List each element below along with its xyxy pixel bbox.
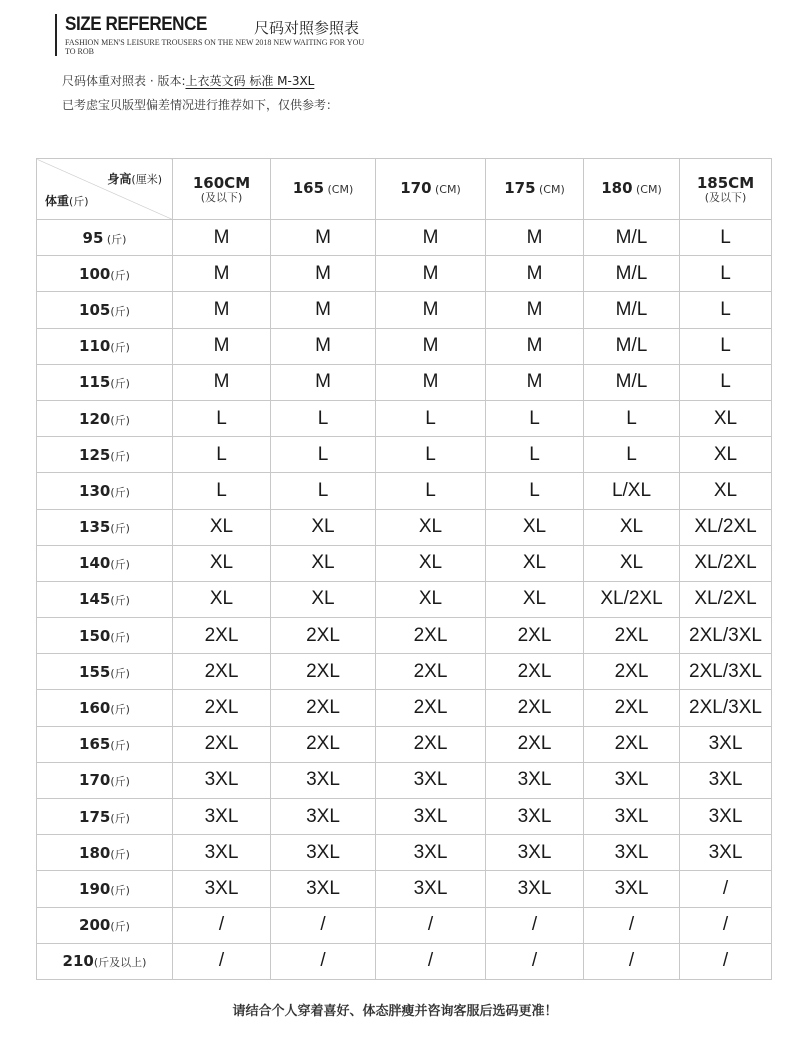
table-row: [37, 364, 772, 400]
size-cell: L: [173, 400, 271, 436]
size-cell: XL: [173, 545, 271, 581]
corner-cell: [37, 159, 173, 220]
weight-cell: 210(斤及以上): [37, 943, 173, 979]
weight-cell: 145(斤): [37, 581, 173, 617]
size-cell: 2XL: [376, 726, 486, 762]
height-value: 175 (CM): [504, 179, 565, 197]
size-cell: L: [271, 400, 376, 436]
size-cell: L: [486, 473, 584, 509]
size-cell: /: [486, 907, 584, 943]
size-cell: M: [271, 292, 376, 328]
size-cell: M: [376, 256, 486, 292]
size-cell: 3XL: [680, 726, 772, 762]
size-cell: XL/2XL: [680, 581, 772, 617]
weight-cell: 150(斤): [37, 618, 173, 654]
size-cell: L: [271, 473, 376, 509]
size-cell: 3XL: [486, 762, 584, 798]
size-cell: M: [271, 220, 376, 256]
size-cell: /: [376, 943, 486, 979]
size-cell: 3XL: [271, 871, 376, 907]
size-cell: /: [271, 943, 376, 979]
height-column-header: [271, 159, 376, 220]
subtitle: FASHION MEN'S LEISURE TROUSERS ON THE NEW 2018 NEW WAITING FOR YOU TO ROB: [65, 38, 365, 56]
title-english: SIZE REFERENCE: [65, 14, 207, 35]
height-value: 170 (CM): [400, 179, 461, 197]
size-cell: 2XL: [173, 690, 271, 726]
size-cell: L: [584, 437, 680, 473]
table-row: [37, 256, 772, 292]
weight-cell: 200(斤): [37, 907, 173, 943]
size-cell: M: [173, 256, 271, 292]
size-cell: XL: [680, 400, 772, 436]
header-row: [37, 159, 772, 220]
size-cell: L: [680, 364, 772, 400]
version-prefix: 尺码体重对照表 · 版本:: [62, 74, 186, 88]
version-value: 上衣英文码 标准 M-3XL: [185, 74, 315, 88]
table-row: [37, 437, 772, 473]
height-column-header: [173, 159, 271, 220]
weight-cell: 95 (斤): [37, 220, 173, 256]
table-row: [37, 473, 772, 509]
size-cell: /: [271, 907, 376, 943]
table-row: [37, 943, 772, 979]
table-body: [37, 220, 772, 980]
size-cell: 2XL: [271, 726, 376, 762]
weight-cell: 170(斤): [37, 762, 173, 798]
size-cell: XL: [173, 581, 271, 617]
size-cell: M: [376, 220, 486, 256]
size-cell: XL: [376, 545, 486, 581]
size-cell: 2XL/3XL: [680, 618, 772, 654]
size-cell: M/L: [584, 364, 680, 400]
size-cell: 2XL: [271, 654, 376, 690]
size-cell: 3XL: [680, 799, 772, 835]
size-cell: 3XL: [584, 762, 680, 798]
size-cell: 2XL: [271, 618, 376, 654]
size-cell: L: [376, 400, 486, 436]
height-value: 160CM: [192, 174, 251, 192]
size-cell: /: [173, 943, 271, 979]
table-row: [37, 690, 772, 726]
title-chinese: 尺码对照参照表: [254, 19, 360, 37]
size-cell: XL: [271, 581, 376, 617]
size-cell: 3XL: [271, 762, 376, 798]
size-cell: M: [486, 220, 584, 256]
size-cell: 2XL: [376, 690, 486, 726]
size-cell: M/L: [584, 256, 680, 292]
size-cell: XL: [584, 545, 680, 581]
height-column-header: [376, 159, 486, 220]
height-value: 165 (CM): [292, 179, 354, 197]
version-line: [62, 72, 314, 89]
size-cell: XL: [376, 581, 486, 617]
size-cell: 3XL: [486, 835, 584, 871]
recommendation-note: 已考虑宝贝版型偏差情况进行推荐如下，仅供参考：: [62, 98, 339, 112]
height-value: 180 (CM): [601, 179, 662, 197]
size-cell: 3XL: [376, 835, 486, 871]
size-cell: 2XL: [173, 618, 271, 654]
size-cell: /: [680, 943, 772, 979]
size-cell: 3XL: [173, 762, 271, 798]
size-cell: XL: [680, 437, 772, 473]
height-qualifier: (及以下): [704, 191, 747, 204]
table-row: [37, 545, 772, 581]
weight-cell: 155(斤): [37, 654, 173, 690]
weight-cell: 160(斤): [37, 690, 173, 726]
size-cell: M/L: [584, 292, 680, 328]
table-row: [37, 292, 772, 328]
weight-cell: 110(斤): [37, 328, 173, 364]
size-cell: L: [680, 328, 772, 364]
weight-cell: 140(斤): [37, 545, 173, 581]
size-cell: 3XL: [486, 799, 584, 835]
size-cell: M/L: [584, 328, 680, 364]
weight-cell: 190(斤): [37, 871, 173, 907]
weight-cell: 115(斤): [37, 364, 173, 400]
size-cell: L: [680, 256, 772, 292]
size-cell: 2XL: [486, 690, 584, 726]
size-cell: M: [271, 328, 376, 364]
size-cell: M: [173, 328, 271, 364]
size-cell: XL: [173, 509, 271, 545]
table-row: [37, 835, 772, 871]
size-cell: L/XL: [584, 473, 680, 509]
size-cell: M: [486, 328, 584, 364]
size-cell: XL: [376, 509, 486, 545]
size-cell: 3XL: [584, 835, 680, 871]
weight-cell: 100(斤): [37, 256, 173, 292]
footer-note: 请结合个人穿着喜好、体态胖瘦并咨询客服后选码更准！: [232, 1004, 558, 1019]
size-cell: 3XL: [680, 835, 772, 871]
size-cell: /: [486, 943, 584, 979]
size-cell: 2XL: [173, 726, 271, 762]
size-cell: M: [271, 364, 376, 400]
page-header: [55, 14, 365, 56]
size-cell: 3XL: [173, 835, 271, 871]
size-cell: L: [376, 437, 486, 473]
size-cell: M: [173, 364, 271, 400]
size-cell: 3XL: [376, 762, 486, 798]
size-cell: XL: [486, 581, 584, 617]
weight-cell: 165(斤): [37, 726, 173, 762]
size-cell: 3XL: [173, 799, 271, 835]
size-cell: 3XL: [680, 762, 772, 798]
size-cell: L: [376, 473, 486, 509]
size-cell: M: [173, 292, 271, 328]
size-cell: /: [680, 907, 772, 943]
size-cell: /: [680, 871, 772, 907]
table-row: [37, 581, 772, 617]
size-cell: L: [680, 220, 772, 256]
size-cell: XL: [584, 509, 680, 545]
weight-cell: 120(斤): [37, 400, 173, 436]
size-cell: /: [584, 907, 680, 943]
table-row: [37, 871, 772, 907]
size-cell: 2XL: [376, 654, 486, 690]
size-cell: 2XL: [584, 690, 680, 726]
size-cell: M: [376, 292, 486, 328]
size-cell: XL: [680, 473, 772, 509]
size-cell: M: [486, 292, 584, 328]
size-cell: XL: [486, 509, 584, 545]
size-cell: XL/2XL: [680, 509, 772, 545]
size-cell: 2XL/3XL: [680, 654, 772, 690]
size-cell: M: [486, 256, 584, 292]
height-label: 身高(厘米): [107, 172, 162, 186]
size-cell: 2XL: [584, 618, 680, 654]
size-cell: 3XL: [584, 799, 680, 835]
weight-cell: 180(斤): [37, 835, 173, 871]
size-cell: 3XL: [271, 799, 376, 835]
size-cell: XL/2XL: [680, 545, 772, 581]
size-cell: L: [173, 473, 271, 509]
table-row: [37, 509, 772, 545]
table-row: [37, 400, 772, 436]
size-cell: XL: [271, 545, 376, 581]
size-cell: L: [173, 437, 271, 473]
size-cell: L: [271, 437, 376, 473]
size-cell: 2XL: [584, 726, 680, 762]
size-cell: /: [173, 907, 271, 943]
size-cell: 2XL: [173, 654, 271, 690]
table-row: [37, 220, 772, 256]
size-cell: XL/2XL: [584, 581, 680, 617]
size-cell: 2XL: [271, 690, 376, 726]
size-cell: 2XL: [486, 654, 584, 690]
weight-cell: 130(斤): [37, 473, 173, 509]
size-cell: 3XL: [584, 871, 680, 907]
size-cell: M: [376, 364, 486, 400]
size-cell: 3XL: [376, 871, 486, 907]
weight-label: 体重(斤): [45, 194, 89, 208]
weight-cell: 175(斤): [37, 799, 173, 835]
table-row: [37, 726, 772, 762]
size-cell: 2XL: [486, 726, 584, 762]
size-cell: M: [271, 256, 376, 292]
size-cell: 3XL: [486, 871, 584, 907]
size-cell: XL: [271, 509, 376, 545]
height-value: 185CM: [696, 174, 755, 192]
table-row: [37, 328, 772, 364]
size-cell: L: [486, 400, 584, 436]
size-cell: /: [584, 943, 680, 979]
size-cell: /: [376, 907, 486, 943]
size-cell: XL: [486, 545, 584, 581]
size-cell: 2XL/3XL: [680, 690, 772, 726]
size-cell: 3XL: [173, 871, 271, 907]
size-cell: M: [486, 364, 584, 400]
weight-cell: 135(斤): [37, 509, 173, 545]
size-cell: 2XL: [584, 654, 680, 690]
table-row: [37, 618, 772, 654]
size-cell: L: [486, 437, 584, 473]
height-column-header: [584, 159, 680, 220]
height-column-header: [486, 159, 584, 220]
table-row: [37, 654, 772, 690]
size-cell: 3XL: [376, 799, 486, 835]
size-cell: L: [584, 400, 680, 436]
weight-cell: 105(斤): [37, 292, 173, 328]
size-table: [36, 158, 772, 980]
size-cell: M/L: [584, 220, 680, 256]
table-row: [37, 907, 772, 943]
size-cell: 2XL: [376, 618, 486, 654]
size-cell: L: [680, 292, 772, 328]
height-qualifier: (及以下): [200, 191, 243, 204]
table-row: [37, 762, 772, 798]
size-cell: M: [376, 328, 486, 364]
weight-cell: 125(斤): [37, 437, 173, 473]
table-row: [37, 799, 772, 835]
size-cell: 3XL: [271, 835, 376, 871]
size-cell: M: [173, 220, 271, 256]
height-column-header: [680, 159, 772, 220]
size-cell: 2XL: [486, 618, 584, 654]
